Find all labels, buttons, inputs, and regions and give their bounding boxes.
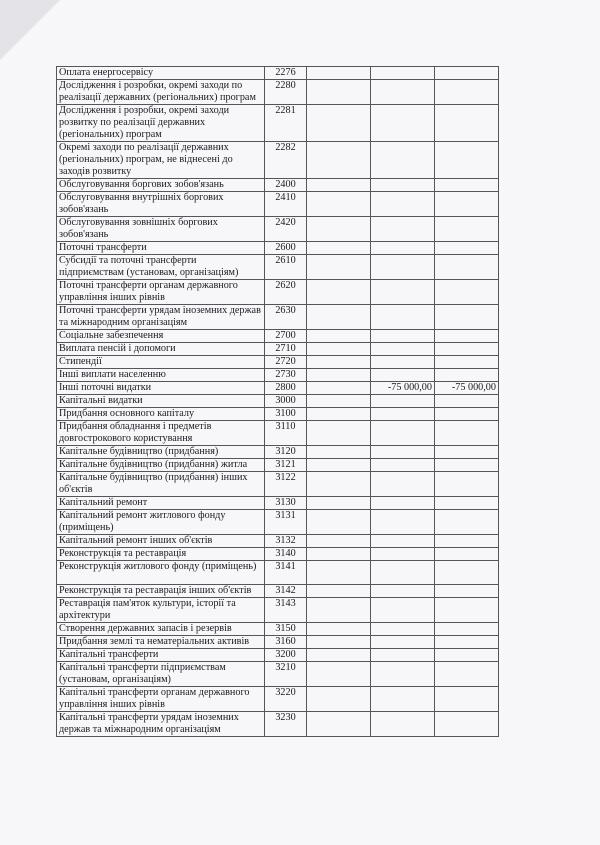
row-value-2-cell (371, 561, 435, 585)
row-value-1-cell (307, 80, 371, 105)
row-name-cell: Виплата пенсій і допомоги (57, 343, 265, 356)
row-value-3-cell (435, 459, 499, 472)
row-value-3-cell (435, 330, 499, 343)
row-code-cell: 3150 (265, 623, 307, 636)
row-code-cell: 3220 (265, 687, 307, 712)
row-value-1-cell (307, 535, 371, 548)
table-row (57, 217, 499, 242)
row-value-1-cell (307, 105, 371, 142)
row-value-2-cell (371, 343, 435, 356)
row-name-cell: Капітальне будівництво (придбання) інших об'єктів (57, 472, 265, 497)
row-code-cell: 3121 (265, 459, 307, 472)
row-value-1-cell (307, 179, 371, 192)
row-code-cell: 3100 (265, 408, 307, 421)
row-name-cell: Створення державних запасів і резервів (57, 623, 265, 636)
table-row (57, 535, 499, 548)
row-value-1-cell (307, 548, 371, 561)
row-code-cell: 3140 (265, 548, 307, 561)
row-value-1-cell (307, 330, 371, 343)
table-row (57, 255, 499, 280)
row-name-cell: Капітальне будівництво (придбання) (57, 446, 265, 459)
row-value-3-cell (435, 510, 499, 535)
row-value-3-cell (435, 472, 499, 497)
table-row (57, 472, 499, 497)
row-value-2-cell (371, 548, 435, 561)
row-value-2-cell (371, 305, 435, 330)
row-code-cell: 2600 (265, 242, 307, 255)
row-name-cell: Капітальний ремонт (57, 497, 265, 510)
table-row (57, 142, 499, 179)
row-value-2-cell (371, 330, 435, 343)
row-value-1-cell (307, 446, 371, 459)
row-name-cell: Капітальні трансферти підприємствам (установам, організаціям) (57, 662, 265, 687)
row-value-3-cell (435, 421, 499, 446)
row-value-2-cell (371, 636, 435, 649)
row-code-cell: 3130 (265, 497, 307, 510)
row-value-1-cell (307, 382, 371, 395)
row-name-cell: Оплата енергосервісу (57, 67, 265, 80)
row-value-2-cell (371, 280, 435, 305)
row-value-2-cell (371, 179, 435, 192)
row-value-3-cell (435, 305, 499, 330)
table-row (57, 369, 499, 382)
row-code-cell: 2620 (265, 280, 307, 305)
row-value-3-cell (435, 446, 499, 459)
row-code-cell: 2730 (265, 369, 307, 382)
table-row (57, 687, 499, 712)
row-value-2-cell (371, 510, 435, 535)
row-value-3-cell (435, 548, 499, 561)
row-name-cell: Обслуговування зовнішніх боргових зобов'язань (57, 217, 265, 242)
row-value-3-cell (435, 67, 499, 80)
row-value-1-cell (307, 280, 371, 305)
row-value-1-cell (307, 343, 371, 356)
row-code-cell: 2710 (265, 343, 307, 356)
row-value-2-cell (371, 395, 435, 408)
row-name-cell: Обслуговування боргових зобов'язань (57, 179, 265, 192)
row-value-3-cell (435, 80, 499, 105)
row-code-cell: 3142 (265, 585, 307, 598)
row-value-1-cell (307, 459, 371, 472)
row-value-1-cell (307, 687, 371, 712)
row-value-3-cell (435, 636, 499, 649)
row-code-cell: 3132 (265, 535, 307, 548)
row-value-2-cell (371, 497, 435, 510)
row-value-2-cell (371, 459, 435, 472)
row-value-2-cell (371, 421, 435, 446)
table-row (57, 598, 499, 623)
row-code-cell: 3160 (265, 636, 307, 649)
row-name-cell: Реконструкція та реставрація інших об'єктів (57, 585, 265, 598)
row-value-2-cell (371, 217, 435, 242)
row-value-3-cell (435, 408, 499, 421)
row-value-1-cell (307, 192, 371, 217)
row-value-1-cell (307, 356, 371, 369)
row-code-cell: 2276 (265, 67, 307, 80)
row-value-3-cell (435, 255, 499, 280)
row-value-2-cell (371, 242, 435, 255)
row-value-1-cell (307, 497, 371, 510)
table-row (57, 636, 499, 649)
row-value-3-cell: -75 000,00 (435, 382, 499, 395)
row-value-2-cell (371, 192, 435, 217)
table-row (57, 105, 499, 142)
row-name-cell: Капітальний ремонт інших об'єктів (57, 535, 265, 548)
row-value-2-cell (371, 369, 435, 382)
row-value-2-cell (371, 472, 435, 497)
row-value-3-cell (435, 142, 499, 179)
row-name-cell: Капітальні видатки (57, 395, 265, 408)
table-row (57, 497, 499, 510)
row-value-3-cell (435, 623, 499, 636)
row-value-1-cell (307, 510, 371, 535)
row-code-cell: 3120 (265, 446, 307, 459)
row-value-1-cell (307, 408, 371, 421)
table-row (57, 585, 499, 598)
table-row (57, 343, 499, 356)
row-value-3-cell (435, 662, 499, 687)
row-value-1-cell (307, 623, 371, 636)
row-code-cell: 2281 (265, 105, 307, 142)
table-row (57, 67, 499, 80)
row-code-cell: 2700 (265, 330, 307, 343)
row-value-3-cell (435, 649, 499, 662)
row-value-1-cell (307, 395, 371, 408)
row-value-3-cell (435, 192, 499, 217)
row-name-cell: Соціальне забезпечення (57, 330, 265, 343)
row-name-cell: Поточні трансферти урядам іноземних держав та міжнародним організаціям (57, 305, 265, 330)
row-value-3-cell (435, 561, 499, 585)
row-name-cell: Поточні трансферти органам державного управління інших рівнів (57, 280, 265, 305)
row-name-cell: Поточні трансферти (57, 242, 265, 255)
table-row (57, 712, 499, 737)
row-value-3-cell (435, 356, 499, 369)
table-row (57, 510, 499, 535)
row-value-3-cell (435, 280, 499, 305)
row-value-3-cell (435, 497, 499, 510)
row-code-cell: 3200 (265, 649, 307, 662)
row-value-3-cell (435, 217, 499, 242)
table-row (57, 662, 499, 687)
row-value-2-cell (371, 142, 435, 179)
table-row (57, 548, 499, 561)
table-row (57, 280, 499, 305)
table-row (57, 459, 499, 472)
table-row (57, 179, 499, 192)
row-name-cell: Окремі заходи по реалізації державних (регіональних) програм, не віднесені до заходів розвитку (57, 142, 265, 179)
row-name-cell: Капітальний ремонт житлового фонду (приміщень) (57, 510, 265, 535)
row-value-2-cell (371, 662, 435, 687)
row-code-cell: 3230 (265, 712, 307, 737)
row-value-1-cell (307, 421, 371, 446)
row-code-cell: 2420 (265, 217, 307, 242)
row-name-cell: Придбання землі та нематеріальних активів (57, 636, 265, 649)
row-value-3-cell (435, 712, 499, 737)
row-value-1-cell (307, 662, 371, 687)
row-name-cell: Капітальні трансферти (57, 649, 265, 662)
row-code-cell: 2282 (265, 142, 307, 179)
table-row (57, 242, 499, 255)
row-name-cell: Дослідження і розробки, окремі заходи розвитку по реалізації державних (регіональних) програм (57, 105, 265, 142)
table-row (57, 305, 499, 330)
row-value-2-cell: -75 000,00 (371, 382, 435, 395)
row-code-cell: 2630 (265, 305, 307, 330)
table-row (57, 408, 499, 421)
table-row (57, 561, 499, 585)
row-name-cell: Обслуговування внутрішніх боргових зобов'язань (57, 192, 265, 217)
row-value-1-cell (307, 585, 371, 598)
row-value-2-cell (371, 255, 435, 280)
row-value-3-cell (435, 105, 499, 142)
row-code-cell: 2410 (265, 192, 307, 217)
row-value-1-cell (307, 142, 371, 179)
row-value-1-cell (307, 636, 371, 649)
budget-table (56, 66, 499, 737)
row-value-1-cell (307, 67, 371, 80)
row-name-cell: Реставрація пам'яток культури, історії та архітектури (57, 598, 265, 623)
table-row (57, 192, 499, 217)
row-value-2-cell (371, 105, 435, 142)
row-value-1-cell (307, 305, 371, 330)
row-name-cell: Реконструкція та реставрація (57, 548, 265, 561)
row-value-3-cell (435, 343, 499, 356)
row-value-2-cell (371, 585, 435, 598)
row-value-2-cell (371, 80, 435, 105)
row-value-1-cell (307, 242, 371, 255)
row-value-2-cell (371, 446, 435, 459)
row-value-1-cell (307, 255, 371, 280)
table-row (57, 649, 499, 662)
row-value-1-cell (307, 369, 371, 382)
table-row (57, 623, 499, 636)
row-name-cell: Інші поточні видатки (57, 382, 265, 395)
row-value-3-cell (435, 687, 499, 712)
row-code-cell: 2400 (265, 179, 307, 192)
table-row (57, 330, 499, 343)
row-code-cell: 3110 (265, 421, 307, 446)
row-name-cell: Придбання основного капіталу (57, 408, 265, 421)
row-value-3-cell (435, 242, 499, 255)
row-value-2-cell (371, 649, 435, 662)
row-value-2-cell (371, 535, 435, 548)
row-value-3-cell (435, 585, 499, 598)
row-value-2-cell (371, 712, 435, 737)
table-row (57, 421, 499, 446)
row-value-1-cell (307, 712, 371, 737)
row-code-cell: 2610 (265, 255, 307, 280)
row-name-cell: Придбання обладнання і предметів довгострокового користування (57, 421, 265, 446)
row-value-2-cell (371, 67, 435, 80)
table-row (57, 382, 499, 395)
row-value-2-cell (371, 687, 435, 712)
row-code-cell: 3122 (265, 472, 307, 497)
scan-corner (0, 0, 60, 60)
row-value-3-cell (435, 179, 499, 192)
row-code-cell: 3131 (265, 510, 307, 535)
row-code-cell: 3000 (265, 395, 307, 408)
table-row (57, 446, 499, 459)
row-code-cell: 3143 (265, 598, 307, 623)
row-name-cell: Капітальні трансферти урядам іноземних держав та міжнародним організаціям (57, 712, 265, 737)
table-row (57, 395, 499, 408)
row-code-cell: 2800 (265, 382, 307, 395)
table-row (57, 80, 499, 105)
row-value-2-cell (371, 408, 435, 421)
row-code-cell: 3141 (265, 561, 307, 585)
table-row (57, 356, 499, 369)
row-value-1-cell (307, 472, 371, 497)
row-value-3-cell (435, 395, 499, 408)
budget-table-body (57, 67, 499, 737)
row-name-cell: Дослідження і розробки, окремі заходи по реалізації державних (регіональних) програм (57, 80, 265, 105)
row-value-2-cell (371, 356, 435, 369)
row-name-cell: Стипендії (57, 356, 265, 369)
row-name-cell: Субсидії та поточні трансферти підприємствам (установам, організаціям) (57, 255, 265, 280)
row-value-1-cell (307, 649, 371, 662)
row-value-2-cell (371, 623, 435, 636)
row-code-cell: 2720 (265, 356, 307, 369)
row-code-cell: 3210 (265, 662, 307, 687)
row-value-1-cell (307, 598, 371, 623)
row-value-3-cell (435, 598, 499, 623)
row-value-2-cell (371, 598, 435, 623)
row-value-3-cell (435, 369, 499, 382)
row-name-cell: Капітальні трансферти органам державного управління інших рівнів (57, 687, 265, 712)
row-value-3-cell (435, 535, 499, 548)
row-value-1-cell (307, 561, 371, 585)
row-code-cell: 2280 (265, 80, 307, 105)
row-name-cell: Капітальне будівництво (придбання) житла (57, 459, 265, 472)
row-name-cell: Реконструкція житлового фонду (приміщень) (57, 561, 265, 585)
row-value-1-cell (307, 217, 371, 242)
row-name-cell: Інші виплати населенню (57, 369, 265, 382)
